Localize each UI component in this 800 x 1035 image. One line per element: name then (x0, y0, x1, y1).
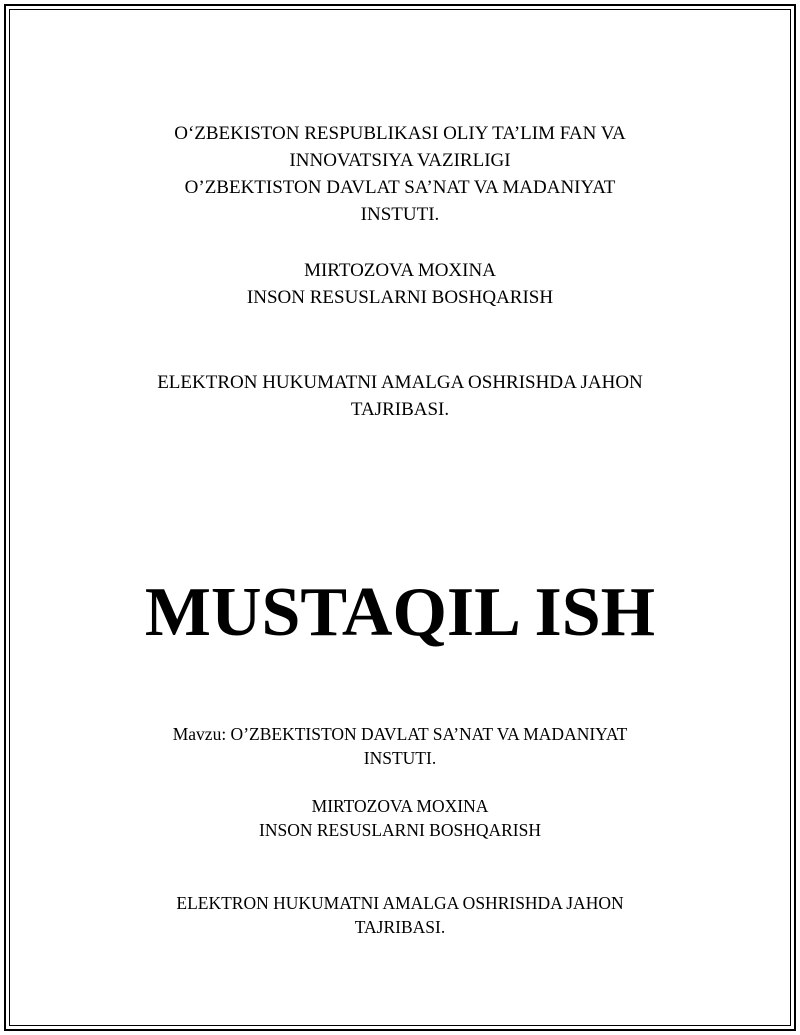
footer-topic-block (0, 891, 800, 939)
topic-block (0, 369, 800, 423)
ministry-header (0, 120, 800, 228)
author-block (0, 257, 800, 311)
footer-topic-line-1: ELEKTRON HUKUMATNI AMALGA OSHRISHDA JAHON (176, 893, 624, 913)
author-name: MIRTOZOVA MOXINA (304, 260, 496, 281)
footer-topic-line-2: TAJRIBASI. (354, 917, 446, 937)
mavzu-line-1: Mavzu: O’ZBEKTISTON DAVLAT SA’NAT VA MADANIYAT (172, 724, 628, 744)
footer-author-name: MIRTOZOVA MOXINA (311, 796, 489, 816)
footer-author-department: INSON RESUSLARNI BOSHQARISH (259, 820, 541, 840)
footer-author-block (0, 794, 800, 842)
document-title: MUSTAQIL ISH (144, 574, 656, 651)
topic-line-1: ELEKTRON HUKUMATNI AMALGA OSHRISHDA JAHON (157, 372, 643, 393)
institute-line-1: O’ZBEKTISTON DAVLAT SA’NAT VA MADANIYAT (184, 177, 616, 198)
ministry-line-1: O‘ZBEKISTON RESPUBLIKASI OLIY TA’LIM FAN VA (174, 123, 626, 144)
institute-line-2: INSTUTI. (360, 204, 440, 225)
mavzu-block (0, 722, 800, 770)
mavzu-line-2: INSTUTI. (363, 748, 437, 768)
author-department: INSON RESUSLARNI BOSHQARISH (246, 287, 554, 308)
ministry-line-2: INNOVATSIYA VAZIRLIGI (289, 150, 511, 171)
topic-line-2: TAJRIBASI. (350, 399, 450, 420)
